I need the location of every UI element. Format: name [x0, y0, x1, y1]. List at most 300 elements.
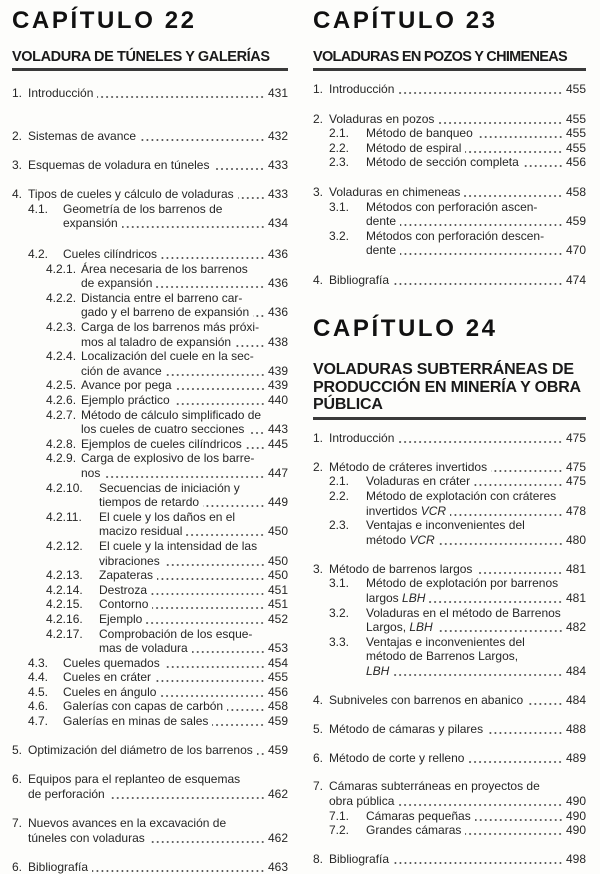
- toc-line: [311, 823, 586, 838]
- section-number: 4.2.17.: [46, 626, 83, 641]
- toc-entry[interactable]: [10, 597, 288, 612]
- section-number: 4.2.11.: [46, 509, 82, 524]
- section-number: 4.: [313, 272, 324, 287]
- dot-leader: [122, 216, 265, 231]
- section-title: Ejemplo práctico: [81, 393, 170, 407]
- page-number: 490: [565, 808, 586, 823]
- chapter-title: CAPÍTULO 23: [313, 7, 498, 34]
- toc-line: [10, 158, 288, 173]
- italic-term: VCR: [420, 503, 447, 518]
- section-title: Cámaras pequeñas: [366, 808, 471, 823]
- dot-leader: [160, 685, 265, 700]
- toc-line: [311, 489, 586, 504]
- section-title: expansión: [63, 216, 118, 231]
- section-number: 2.: [313, 459, 324, 474]
- section-number: 4.2.2.: [46, 290, 77, 305]
- page-number: 458: [267, 699, 288, 714]
- toc-entry[interactable]: [10, 539, 288, 568]
- toc-entry[interactable]: [10, 437, 288, 452]
- section-title: Cueles cilíndricos: [63, 247, 158, 262]
- page-number: 450: [267, 524, 288, 539]
- dot-leader: [398, 431, 563, 446]
- page-number: 436: [267, 305, 288, 320]
- toc-entry[interactable]: [311, 431, 586, 446]
- toc-line: [10, 539, 288, 554]
- toc-entry[interactable]: [311, 185, 586, 200]
- toc-line: [311, 126, 586, 141]
- toc-entry[interactable]: [311, 489, 586, 518]
- page-number: 434: [267, 216, 288, 231]
- toc-line: [10, 364, 288, 379]
- chapter-subtitle: [313, 361, 586, 420]
- section-number: 8.: [313, 852, 324, 867]
- section-number: 4.2.6.: [46, 393, 77, 407]
- section-title: invertidos VCR: [366, 503, 447, 518]
- section-number: 4.2.8.: [46, 436, 77, 451]
- toc-entry[interactable]: [311, 751, 586, 766]
- page-number: 454: [267, 655, 288, 670]
- section-title: Sistemas de avance: [28, 129, 137, 144]
- toc-entry[interactable]: [10, 612, 288, 627]
- toc-entry[interactable]: [10, 685, 288, 700]
- section-title: largos LBH: [366, 590, 426, 605]
- section-title: Esquemas de voladura en túneles: [28, 158, 210, 173]
- italic-term: LBH: [402, 590, 426, 605]
- toc-entry[interactable]: [311, 518, 586, 547]
- section-title: dente: [366, 214, 397, 229]
- toc-entry[interactable]: [10, 187, 288, 202]
- toc-entry[interactable]: [10, 583, 288, 598]
- section-number: 1.: [313, 82, 324, 96]
- toc-entry[interactable]: [311, 562, 586, 577]
- section-title: de perforación: [28, 786, 105, 801]
- dot-leader: [393, 664, 563, 679]
- toc-entry[interactable]: [10, 714, 288, 729]
- section-number: 4.4.: [28, 670, 49, 685]
- toc-line: [10, 583, 288, 598]
- toc-line: [10, 276, 288, 291]
- section-title: Método de banqueo: [366, 126, 473, 141]
- section-title: Optimización del diámetro de los barrenos: [28, 743, 253, 758]
- page-number: 447: [267, 465, 288, 480]
- page-number: 440: [267, 393, 288, 407]
- toc-entry[interactable]: [10, 86, 288, 101]
- page-number: 456: [267, 684, 288, 699]
- section-title: Área necesaria de los barrenos: [81, 261, 248, 276]
- toc-line: [311, 460, 586, 475]
- toc-entry[interactable]: [10, 670, 288, 685]
- section-number: 6.: [12, 772, 23, 787]
- page-number: 462: [267, 786, 288, 801]
- section-title: macizo residual: [99, 524, 183, 539]
- toc-entry[interactable]: [311, 809, 586, 824]
- dot-leader: [248, 422, 265, 437]
- toc-list: [311, 431, 586, 867]
- page-number: 433: [267, 187, 288, 202]
- section-title: Geometría de los barrenos de: [63, 201, 223, 216]
- section-title: Nuevos avances en la excavación de: [28, 815, 227, 830]
- toc-entry[interactable]: [10, 451, 288, 480]
- toc-line: [10, 699, 288, 714]
- toc-entry[interactable]: [10, 627, 288, 656]
- toc-line: [10, 393, 288, 408]
- dot-leader: [439, 533, 563, 548]
- section-number: 4.2.: [28, 247, 49, 262]
- page-number: 438: [267, 334, 288, 349]
- toc-line: [10, 187, 288, 202]
- toc-line: [10, 320, 288, 335]
- page-number: 431: [267, 86, 288, 100]
- section-number: 4.2.5.: [46, 378, 77, 393]
- section-title: Método de explotación por barrenos: [366, 576, 559, 591]
- section-title: Comprobación de los esque-: [99, 626, 253, 641]
- dot-leader: [161, 247, 265, 262]
- toc-entry[interactable]: [311, 141, 586, 156]
- toc-entry[interactable]: [10, 816, 288, 845]
- dot-leader: [151, 583, 265, 598]
- toc-entry[interactable]: [10, 202, 288, 231]
- toc-entry[interactable]: [10, 860, 288, 874]
- dot-leader: [393, 273, 563, 288]
- toc-entry[interactable]: [311, 722, 586, 737]
- section-title: Métodos con perforación descen-: [366, 228, 545, 243]
- dot-leader: [468, 751, 563, 766]
- toc-line: [311, 229, 586, 244]
- section-number: 4.7.: [28, 714, 49, 729]
- toc-line: [311, 664, 586, 679]
- toc-line: [311, 112, 586, 127]
- section-title: Voladuras en chimeneas: [329, 184, 461, 199]
- toc-entry[interactable]: [311, 200, 586, 229]
- section-number: 7.1.: [329, 808, 350, 823]
- page-number: 449: [267, 495, 288, 510]
- page-number: 470: [565, 243, 586, 258]
- toc-entry[interactable]: [10, 393, 288, 408]
- dot-leader: [97, 86, 265, 101]
- dot-leader: [487, 722, 563, 737]
- toc-entry[interactable]: [311, 273, 586, 288]
- toc-entry[interactable]: [311, 460, 586, 475]
- toc-line: [311, 794, 586, 809]
- section-number: 2.1.: [329, 474, 350, 489]
- section-title: Método de sección completa: [366, 155, 519, 170]
- section-number: 3.1.: [329, 199, 350, 214]
- italic-term: LBH: [366, 663, 390, 678]
- page-number: 439: [267, 378, 288, 393]
- section-number: 4.: [12, 187, 23, 202]
- toc-entry[interactable]: [10, 349, 288, 378]
- page-number: 475: [565, 431, 586, 445]
- section-title: obra pública: [329, 794, 395, 809]
- toc-entry[interactable]: [10, 510, 288, 539]
- toc-line: [10, 627, 288, 642]
- toc-line: [311, 155, 586, 170]
- dot-leader: [192, 641, 265, 656]
- toc-list: [311, 82, 586, 288]
- toc-line: [10, 787, 288, 802]
- toc-entry[interactable]: [10, 320, 288, 349]
- page-number: 432: [267, 129, 288, 144]
- toc-entry[interactable]: [311, 112, 586, 127]
- page-number: 453: [267, 641, 288, 656]
- page-number: 489: [565, 750, 586, 765]
- section-number: 4.3.: [28, 655, 49, 670]
- toc-line: [10, 408, 288, 423]
- dot-leader: [92, 860, 265, 874]
- section-number: 4.2.4.: [46, 349, 77, 364]
- section-title: El cuele y la intensidad de las: [99, 538, 258, 553]
- toc-entry[interactable]: [311, 693, 586, 708]
- section-title: Introducción: [329, 82, 395, 96]
- toc-line: [10, 568, 288, 583]
- toc-line: [10, 262, 288, 277]
- toc-line: [10, 510, 288, 525]
- toc-entry[interactable]: [311, 823, 586, 838]
- section-title: los cueles de cuatro secciones: [81, 422, 245, 437]
- section-number: 2.: [313, 111, 324, 126]
- page-number: 433: [267, 158, 288, 173]
- toc-entry[interactable]: [10, 158, 288, 173]
- toc-line: [10, 86, 288, 101]
- toc-line: [10, 422, 288, 437]
- page-number: 451: [267, 582, 288, 597]
- page-number: 443: [267, 422, 288, 437]
- page-number: 475: [565, 459, 586, 474]
- chapter-title: CAPÍTULO 24: [313, 315, 498, 342]
- section-title: Contorno: [99, 597, 149, 612]
- dot-leader: [450, 504, 563, 519]
- dot-leader: [246, 437, 265, 452]
- toc-line: [311, 693, 586, 708]
- section-title: Introducción: [329, 431, 395, 445]
- toc-line: [10, 495, 288, 510]
- section-title: Distancia entre el barreno car-: [81, 290, 243, 305]
- dot-leader: [227, 699, 265, 714]
- section-number: 5.: [12, 743, 23, 758]
- subtitle-line: VOLADURAS EN POZOS Y CHIMENEAS: [313, 49, 568, 65]
- subtitle-line: PÚBLICA: [313, 396, 383, 413]
- page-number: 439: [267, 363, 288, 378]
- page-number: 488: [565, 721, 586, 736]
- section-title: Galerías en minas de sales: [63, 714, 209, 729]
- section-number: 3.: [313, 184, 324, 199]
- page-number: 455: [565, 111, 586, 126]
- dot-leader: [464, 185, 563, 200]
- section-title: dente: [366, 243, 397, 258]
- dot-leader: [212, 714, 265, 729]
- section-number: 1.: [313, 431, 324, 445]
- section-title: Voladuras en cráter: [366, 474, 471, 489]
- dot-leader: [203, 495, 265, 510]
- dot-leader: [176, 378, 265, 393]
- toc-line: [10, 831, 288, 846]
- dot-leader: [152, 597, 265, 612]
- dot-leader: [155, 670, 265, 685]
- section-title: [366, 664, 389, 679]
- toc-entry[interactable]: [311, 852, 586, 867]
- section-title: Cueles en ángulo: [63, 684, 157, 699]
- toc-line: [10, 714, 288, 729]
- italic-term: VCR: [409, 532, 435, 547]
- page-number: 490: [565, 794, 586, 809]
- toc-entry[interactable]: [311, 474, 586, 489]
- page-number: 436: [267, 276, 288, 291]
- section-number: 2.2.: [329, 140, 350, 155]
- section-number: 6.: [313, 750, 324, 765]
- section-number: 3.: [313, 561, 324, 576]
- dot-leader: [400, 243, 563, 258]
- section-title: Método de cálculo simplificado de: [81, 407, 262, 422]
- toc-line: [10, 437, 288, 452]
- section-number: 4.5.: [28, 684, 49, 699]
- section-number: 4.1.: [28, 201, 49, 216]
- dot-leader: [213, 158, 265, 173]
- section-number: 6.: [12, 859, 23, 874]
- toc-entry[interactable]: [10, 408, 288, 437]
- toc-entry[interactable]: [311, 126, 586, 141]
- toc-line: [311, 474, 586, 489]
- section-title: método de Barrenos Largos,: [366, 649, 519, 664]
- dot-leader: [157, 568, 265, 583]
- page-number: 490: [565, 823, 586, 838]
- dot-leader: [104, 466, 265, 481]
- section-title: Galerías con capas de carbón: [63, 699, 224, 714]
- page-number: 484: [565, 692, 586, 707]
- page-number: 456: [565, 155, 586, 170]
- section-title: Grandes cámaras: [366, 823, 462, 838]
- section-title: Cámaras subterráneas en proyectos de: [329, 779, 540, 794]
- toc-line: [10, 305, 288, 320]
- dot-leader: [149, 831, 265, 846]
- section-number: 7.: [313, 779, 324, 794]
- page-number: 459: [267, 714, 288, 729]
- toc-entry[interactable]: [10, 262, 288, 291]
- page-number: 455: [565, 140, 586, 155]
- toc-entry[interactable]: [311, 606, 586, 635]
- toc-line: [10, 860, 288, 874]
- page-number: 481: [565, 590, 586, 605]
- toc-entry[interactable]: [311, 779, 586, 808]
- dot-leader: [253, 305, 265, 320]
- page-number: 445: [267, 436, 288, 451]
- toc-entry[interactable]: [10, 247, 288, 262]
- section-title: Introducción: [28, 86, 94, 100]
- section-title: Cueles quemados: [63, 655, 160, 670]
- page-number: 498: [565, 852, 586, 867]
- page-number: 478: [565, 503, 586, 518]
- toc-line: [10, 597, 288, 612]
- dot-leader: [523, 155, 563, 170]
- dot-leader: [140, 129, 265, 144]
- toc-line: [10, 335, 288, 350]
- dot-leader: [476, 562, 563, 577]
- toc-line: [311, 635, 586, 650]
- section-number: 2.3.: [329, 155, 350, 170]
- page-number: 482: [565, 620, 586, 635]
- section-number: 2.2.: [329, 489, 350, 504]
- section-title: gado y el barreno de expansión: [81, 305, 250, 320]
- section-title: Subniveles con barrenos en abanico: [329, 692, 524, 707]
- section-title: Ventajas e inconvenientes del: [366, 634, 525, 649]
- section-title: Carga de explosivo de los barre-: [81, 451, 255, 466]
- toc-line: [10, 129, 288, 144]
- toc-entry[interactable]: [10, 129, 288, 144]
- toc-line: [311, 214, 586, 229]
- toc-line: [311, 751, 586, 766]
- section-number: 2.1.: [329, 126, 350, 141]
- section-title: método VCR: [366, 532, 435, 547]
- dot-leader: [398, 794, 563, 809]
- dot-leader: [527, 693, 563, 708]
- section-number: 4.2.14.: [46, 582, 83, 597]
- toc-line: [311, 852, 586, 867]
- subtitle-line: PRODUCCIÓN EN MINERÍA Y OBRA: [313, 378, 581, 396]
- toc-entry[interactable]: [311, 229, 586, 258]
- toc-line: [10, 378, 288, 393]
- toc-line: [10, 685, 288, 700]
- toc-entry[interactable]: [10, 656, 288, 671]
- page-number: 452: [267, 611, 288, 626]
- section-title: vibraciones: [99, 553, 160, 568]
- toc-entry[interactable]: [10, 699, 288, 714]
- dot-leader: [393, 852, 563, 867]
- dot-leader: [166, 364, 265, 379]
- section-title: Destroza: [99, 582, 148, 597]
- subtitle-line: VOLADURA DE TÚNELES Y GALERÍAS: [12, 49, 270, 65]
- dot-leader: [164, 554, 265, 569]
- dot-leader: [475, 809, 563, 824]
- toc-entry[interactable]: [311, 576, 586, 605]
- section-title: Voladuras en el método de Barrenos: [366, 605, 561, 620]
- toc-line: [311, 576, 586, 591]
- toc-entry[interactable]: [10, 291, 288, 320]
- section-title: nos: [81, 465, 101, 480]
- section-number: 4.2.3.: [46, 320, 77, 335]
- section-title: Ejemplo: [99, 611, 143, 626]
- section-number: 3.2.: [329, 605, 350, 620]
- section-title: Método de cámaras y pilares: [329, 721, 484, 736]
- page-number: 475: [565, 474, 586, 489]
- chapter-subtitle: [12, 49, 288, 71]
- section-title: Bibliografía: [329, 272, 390, 287]
- toc-line: [311, 185, 586, 200]
- toc-entry[interactable]: [10, 378, 288, 393]
- section-title: Secuencias de iniciación y: [99, 480, 240, 495]
- section-number: 2.3.: [329, 518, 350, 533]
- section-title: Bibliografía: [329, 852, 390, 867]
- toc-entry[interactable]: [311, 82, 586, 97]
- toc-line: [311, 82, 586, 97]
- toc-line: [311, 562, 586, 577]
- section-number: 4.2.12.: [46, 538, 83, 553]
- chapter-subtitle: [313, 49, 586, 71]
- toc-entry[interactable]: [311, 635, 586, 679]
- toc-line: [311, 273, 586, 288]
- section-title: El cuele y los daños en el: [99, 509, 236, 524]
- toc-entry[interactable]: [10, 481, 288, 510]
- toc-entry[interactable]: [10, 743, 288, 758]
- toc-line: [311, 200, 586, 215]
- toc-entry[interactable]: [10, 772, 288, 801]
- toc-entry[interactable]: [311, 155, 586, 170]
- section-number: 4.2.16.: [46, 611, 83, 626]
- toc-line: [10, 641, 288, 656]
- toc-entry[interactable]: [10, 568, 288, 583]
- section-number: 7.: [12, 815, 23, 830]
- section-number: 4.2.15.: [46, 597, 83, 612]
- section-number: 1.: [12, 86, 23, 100]
- page-number: 463: [267, 859, 288, 874]
